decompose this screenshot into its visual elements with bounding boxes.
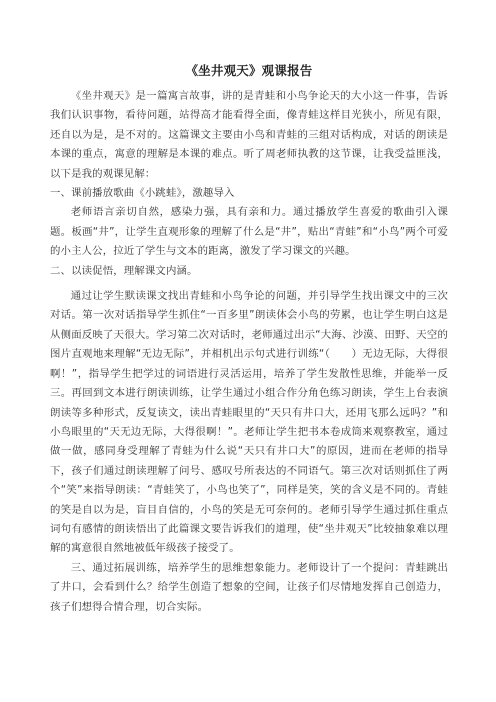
section-2-paragraph: 通过让学生默读课文找出青蛙和小鸟争论的问题，并引导学生找出课文中的三次对话。第一次对话指导学生抓住“一百多里”朗读体会小鸟的劳累，也让学生明白这是从侧面反映了天很大。学习第二次对话时，老师通过出示“大海、沙漠、田野、天空的图片直观地来理解“无边无际”，并相机出示句式进行训练“（ ）无边无际，大得很啊！”，指导学生把学过的词语进行灵活运用，培养了学生发散性思维，并能举一反三。再回到文本进行朗读训练，让学生通过小组合作分角色练习朗读，学生上台表演朗读等多种形式，反复读文，读出青蛙眼里的“天只有井口大，还用飞那么远吗？”和小鸟眼里的“天无边无际，大得很啊！”。老师让学生把书本卷成筒来观察教室，通过做一做，感同身受理解了青蛙为什么说“天只有井口大”的原因，进而在老师的指导下，孩子们通过朗读理解了问号、感叹号所表达的不同语气。第三次对话则抓住了两个“笑”来指导朗读：“青蛙笑了，小鸟也笑了”，同样是笑，笑的含义是不同的。青蛙的笑是自以为是，盲目自信的，小鸟的笑是无可奈何的。老师引导学生通过抓住重点词句有感情的朗读悟出了此篇课文要告诉我们的道理，使“坐井观天”比较抽象难以理解的寓意很自然地被低年级孩子接受了。 [50,290,448,555]
section-1-heading: 一、课前播放歌曲《小跳蛙》，激趣导入 [50,187,235,200]
document-page [50,62,448,617]
document-title: 《坐井观天》观课报告 [185,63,313,78]
section-1-paragraph: 老师语言亲切自然，感染力强，具有亲和力。通过播放学生喜爱的歌曲引入课题。板画“井”，让学生直观形象的理解了什么是“井”，贴出“青蛙”和“小鸟”两个可爱的小主人公，拉近了学生与文本的距离，激发了学习课文的兴趣。 [50,206,448,258]
section-2-heading: 二、以读促悟，理解课文内涵。 [50,264,198,277]
intro-paragraph: 《坐井观天》是一篇寓言故事，讲的是青蛙和小鸟争论天的大小这一件事，告诉我们认识事物，看待问题，站得高才能看得全面，像青蛙这样目光狭小，所见有限，还自以为是，是不对的。这篇课文主要由小鸟和青蛙的三组对话构成，对话的朗读是本课的重点，寓意的理解是本课的难点。听了周老师执教的这节课，让我受益匪浅，以下是我的观课见解： [50,90,448,180]
section-3-paragraph: 三、通过拓展训练，培养学生的思维想象能力。老师设计了一个提问：青蛙跳出了井口，会看到什么？给学生创造了想象的空间，让孩子们尽情地发挥自己创造力，孩子们想得合情合理，切合实际。 [50,561,448,613]
